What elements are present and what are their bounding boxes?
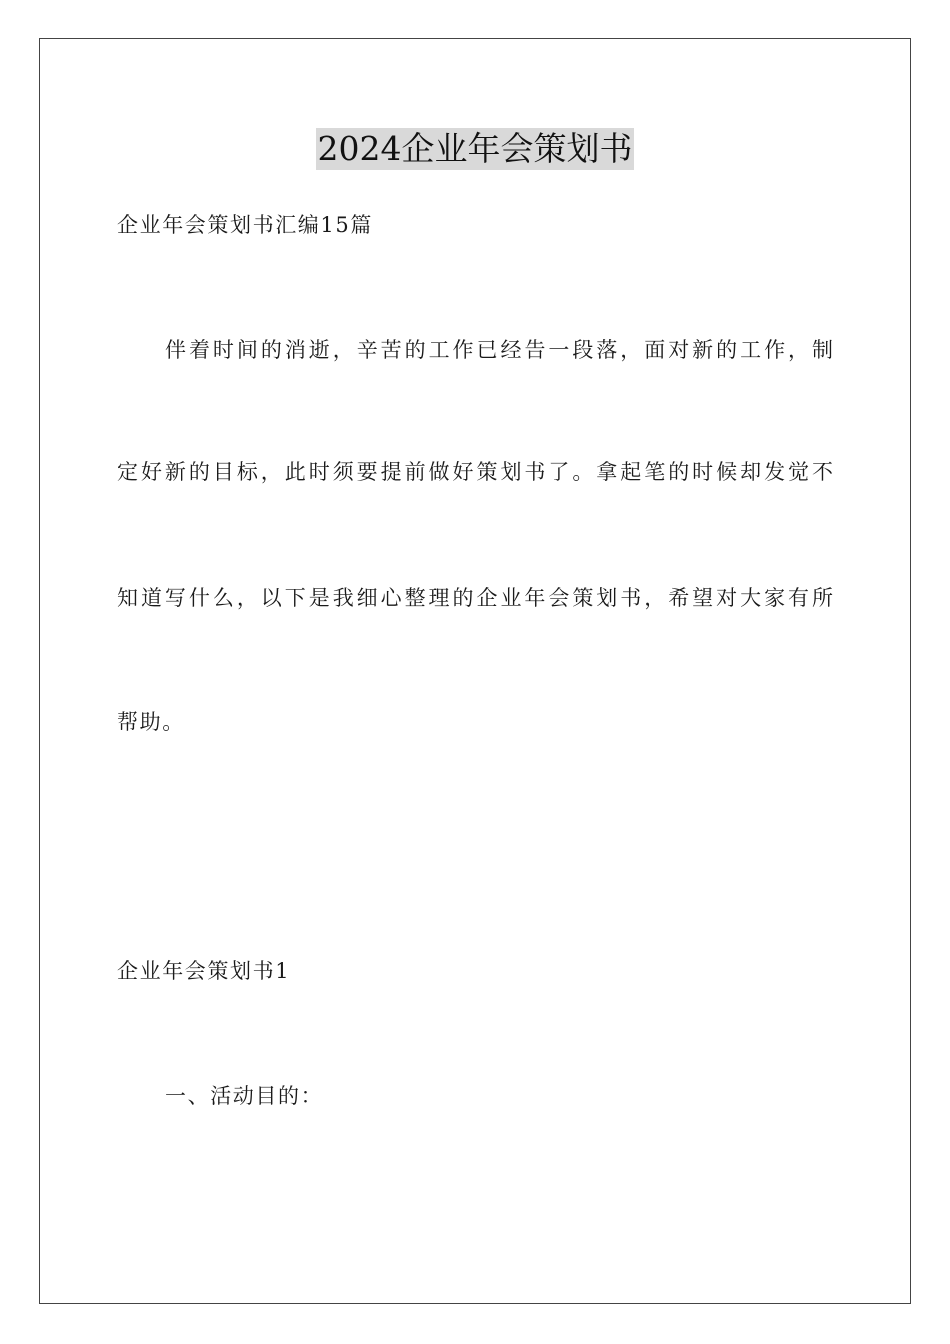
intro-line-4: 帮助。 [117, 710, 185, 734]
title-container [0, 128, 950, 170]
document-subtitle: 企业年会策划书汇编15篇 [117, 213, 373, 237]
document-title: 2024企业年会策划书 [317, 129, 633, 168]
subsection-heading: 一、活动目的： [165, 1084, 324, 1108]
intro-line-2: 定好新的目标，此时须要提前做好策划书了。拿起笔的时候却发觉不 [117, 460, 833, 484]
intro-line-1: 伴着时间的消逝，辛苦的工作已经告一段落，面对新的工作，制 [165, 338, 833, 362]
section-heading: 企业年会策划书1 [117, 959, 291, 983]
intro-line-3: 知道写什么，以下是我细心整理的企业年会策划书，希望对大家有所 [117, 586, 833, 610]
